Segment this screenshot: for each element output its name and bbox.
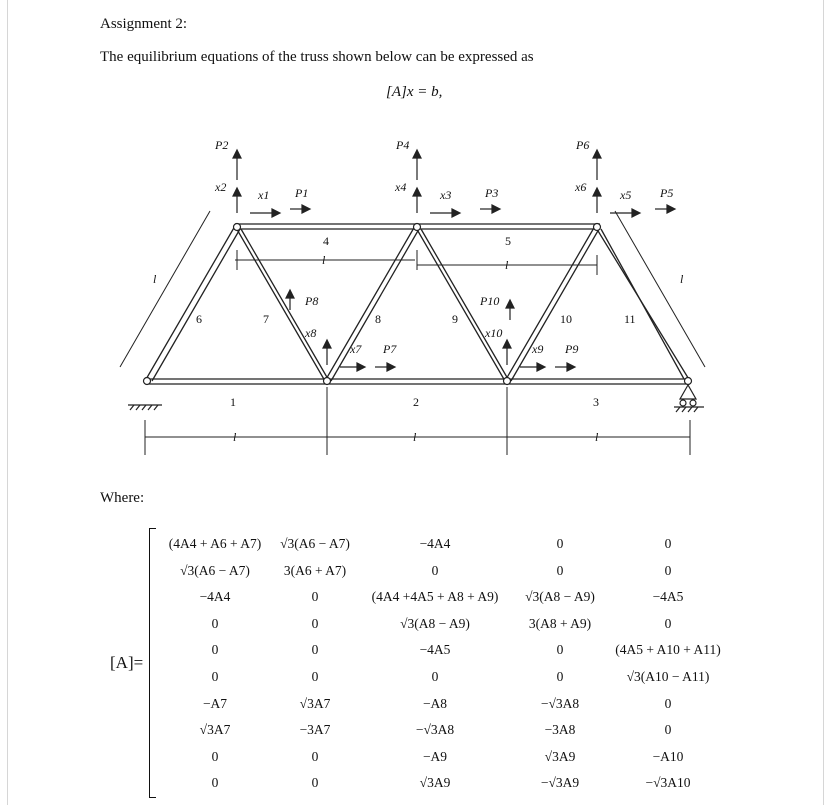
assignment-title: Assignment 2: (100, 16, 188, 32)
joint (144, 378, 151, 385)
matrix-cell: 0 (311, 748, 319, 764)
member-10-a (505, 226, 595, 381)
matrix-cell: √3(A6 − A7) (180, 562, 250, 578)
member-number: 11 (624, 312, 636, 326)
matrix-cell: 0 (211, 775, 219, 791)
matrix-cell: 0 (431, 669, 439, 684)
matrix-cell: 0 (211, 615, 219, 631)
truss-joints (144, 224, 692, 385)
dimension-lines (120, 211, 705, 455)
load-label: P7 (383, 342, 397, 356)
member-8-a (325, 226, 415, 381)
joint (504, 378, 511, 385)
truss-figure (100, 125, 820, 465)
member-11-b (601, 229, 684, 379)
matrix-cell: 3(A8 + A9) (528, 615, 592, 631)
equation-text: [A]x = b, (386, 84, 443, 100)
matrix-cell: −A10 (652, 748, 684, 764)
load-label: P8 (305, 294, 319, 308)
matrix-cell: 0 (556, 642, 564, 658)
member-6-b (152, 229, 240, 381)
matrix-cell: √3(A8 − A9) (525, 589, 595, 605)
member-number: 8 (375, 312, 381, 326)
matrix-cell: −3A7 (299, 722, 331, 738)
load-label: P6 (576, 138, 590, 152)
matrix-cell: −√3A9 (540, 775, 580, 791)
matrix-cell: 0 (664, 562, 672, 578)
matrix-cell: −A8 (422, 695, 448, 711)
matrix-cell: √3A9 (419, 775, 451, 791)
joint (685, 378, 692, 385)
matrix-cell: 0 (211, 669, 219, 684)
matrix-cell: √3(A6 − A7) (280, 536, 350, 551)
member-number: 10 (560, 312, 572, 326)
matrix-cell: √3A7 (299, 695, 331, 711)
load-label: P1 (295, 186, 309, 200)
matrix-cell: −√3A8 (415, 722, 455, 738)
matrix-cell: 0 (311, 775, 319, 791)
matrix-cell: 0 (664, 722, 672, 738)
length-label: l (413, 430, 417, 444)
member-number: 6 (196, 312, 202, 326)
displacement-label: x7 (350, 342, 362, 356)
matrix-cell: 0 (556, 536, 564, 551)
load-label: P2 (215, 138, 229, 152)
length-label: l (505, 258, 509, 272)
matrix-cell: 0 (211, 642, 219, 658)
matrix-bracket-left (149, 528, 156, 798)
matrix-cell: −√3A8 (540, 695, 580, 711)
displacement-label: x3 (440, 188, 452, 202)
matrix-cell: 0 (211, 748, 219, 764)
member-6-a (145, 226, 235, 381)
matrix-cell: 0 (431, 562, 439, 578)
displacement-label: x2 (215, 180, 227, 194)
matrix-cell: −4A5 (419, 642, 451, 658)
matrix-cell: √3(A10 − A11) (626, 669, 710, 684)
length-label: l (680, 272, 684, 286)
displacement-label: x4 (395, 180, 407, 194)
member-number: 1 (230, 395, 236, 409)
member-number: 2 (413, 395, 419, 409)
matrix-cell: √3(A8 − A9) (400, 615, 470, 631)
load-label: P3 (485, 186, 499, 200)
matrix-cell: 0 (311, 642, 319, 658)
load-label: P4 (396, 138, 410, 152)
load-label: P10 (480, 294, 500, 308)
joint (594, 224, 601, 231)
matrix-cell: (4A4 + A6 + A7) (168, 536, 262, 551)
matrix-cell: −A9 (422, 748, 448, 764)
length-label: l (153, 272, 157, 286)
figure-labels (214, 138, 673, 356)
roller-support-right (674, 385, 704, 412)
where-label: Where: (100, 490, 145, 506)
joint (324, 378, 331, 385)
member-8-b (331, 229, 419, 381)
intro-text: The equilibrium equations of the truss shown below can be expressed as (100, 49, 534, 65)
matrix-cell: 0 (311, 669, 319, 684)
equation (386, 84, 442, 101)
matrix-cell: √3A9 (544, 748, 576, 764)
matrix-cell: 0 (556, 562, 564, 578)
displacement-label: x1 (258, 188, 270, 202)
load-label: P9 (565, 342, 579, 356)
matrix-cell: 0 (664, 615, 672, 631)
dimension-labels (153, 253, 684, 444)
displacement-label: x9 (532, 342, 544, 356)
matrix-cell: −A7 (202, 695, 228, 711)
matrix-cell: 0 (556, 669, 564, 684)
matrix-cell: 0 (664, 536, 672, 551)
displacement-label: x10 (485, 326, 503, 340)
length-label: l (233, 430, 237, 444)
matrix-cell: −√3A10 (645, 775, 691, 791)
length-label: l (322, 253, 326, 267)
member-number: 3 (593, 395, 599, 409)
displacement-label: x8 (305, 326, 317, 340)
member-number: 4 (323, 234, 329, 248)
length-label: l (595, 430, 599, 444)
displacement-label: x6 (575, 180, 587, 194)
joint (234, 224, 241, 231)
matrix-cell: √3A7 (199, 722, 231, 738)
load-label: P5 (660, 186, 674, 200)
member-number: 9 (452, 312, 458, 326)
matrix-cell: −4A4 (199, 589, 231, 605)
matrix-cell: (4A4 +4A5 + A8 + A9) (371, 589, 499, 605)
member-number: 7 (263, 312, 269, 326)
displacement-label: x5 (620, 188, 632, 202)
member-10-b (511, 229, 599, 381)
matrix-cell: −4A5 (652, 589, 684, 605)
matrix-cell: 0 (664, 695, 672, 711)
matrix-cell: (4A5 + A10 + A11) (615, 642, 721, 658)
matrix-cell: 3(A6 + A7) (283, 562, 347, 578)
matrix-label: [A]= (110, 653, 144, 672)
matrix-cell: −3A8 (544, 722, 576, 738)
matrix-cell: −4A4 (419, 536, 451, 551)
matrix-cell: 0 (311, 615, 319, 631)
member-number: 5 (505, 234, 511, 248)
matrix-cell: 0 (311, 589, 319, 605)
truss-members (145, 224, 690, 384)
pin-support-left (128, 405, 162, 410)
joint (414, 224, 421, 231)
